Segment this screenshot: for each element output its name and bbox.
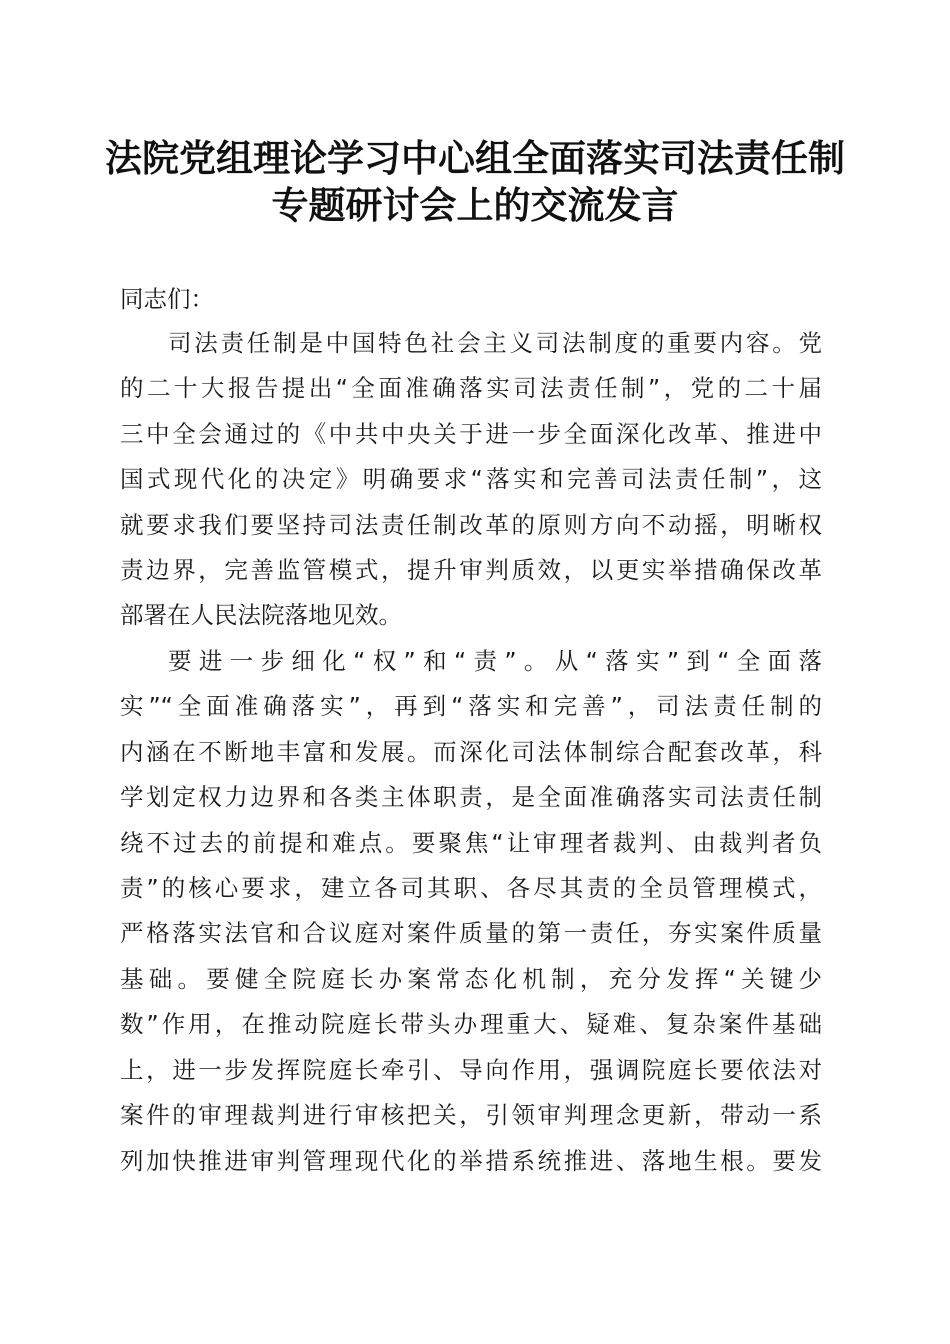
paragraph-2-line-1: 要进一步细化“权”和“责”。从“落实”到“全面落 bbox=[168, 647, 822, 675]
paragraph-1-line-5: 就要求我们要坚持司法责任制改革的原则方向不动摇，明晰权 bbox=[120, 511, 822, 539]
paragraph-2-line-2: 实”“全面准确落实”，再到“落实和完善”，司法责任制的 bbox=[120, 692, 822, 720]
paragraph-1-line-7: 部署在人民法院落地见效。 bbox=[120, 601, 402, 629]
paragraph-2-line-12: 列加快推进审判管理现代化的举措系统推进、落地生根。要发 bbox=[120, 1147, 822, 1175]
document-title-line-2: 专题研讨会上的交流发言 bbox=[271, 183, 679, 227]
paragraph-1-line-1: 司法责任制是中国特色社会主义司法制度的重要内容。党 bbox=[168, 329, 822, 357]
paragraph-1-line-4: 国式现代化的决定》明确要求“落实和完善司法责任制”，这 bbox=[120, 465, 822, 493]
salutation: 同志们： bbox=[120, 285, 214, 313]
paragraph-2-line-9: 数”作用，在推动院庭长带头办理重大、疑难、复杂案件基础 bbox=[120, 1010, 822, 1038]
paragraph-1-line-6: 责边界，完善监管模式，提升审判质效，以更实举措确保改革 bbox=[120, 556, 822, 584]
paragraph-2-line-11: 案件的审理裁判进行审核把关，引领审判理念更新，带动一系 bbox=[120, 1101, 822, 1129]
document-title-line-1: 法院党组理论学习中心组全面落实司法责任制 bbox=[105, 136, 845, 180]
paragraph-2-line-3: 内涵在不断地丰富和发展。而深化司法体制综合配套改革，科 bbox=[120, 738, 822, 766]
paragraph-2-line-6: 责”的核心要求，建立各司其职、各尽其责的全员管理模式， bbox=[120, 874, 822, 902]
paragraph-2-line-7: 严格落实法官和合议庭对案件质量的第一责任，夯实案件质量 bbox=[120, 919, 822, 947]
paragraph-2-line-10: 上，进一步发挥院庭长牵引、导向作用，强调院庭长要依法对 bbox=[120, 1056, 822, 1084]
paragraph-1-line-2: 的二十大报告提出“全面准确落实司法责任制”，党的二十届 bbox=[120, 374, 822, 402]
paragraph-1-line-3: 三中全会通过的《中共中央关于进一步全面深化改革、推进中 bbox=[120, 420, 822, 448]
paragraph-2-line-8: 基础。要健全院庭长办案常态化机制，充分发挥“关键少 bbox=[120, 965, 822, 993]
paragraph-2-line-4: 学划定权力边界和各类主体职责，是全面准确落实司法责任制 bbox=[120, 783, 822, 811]
paragraph-2-line-5: 绕不过去的前提和难点。要聚焦“让审理者裁判、由裁判者负 bbox=[120, 829, 822, 857]
